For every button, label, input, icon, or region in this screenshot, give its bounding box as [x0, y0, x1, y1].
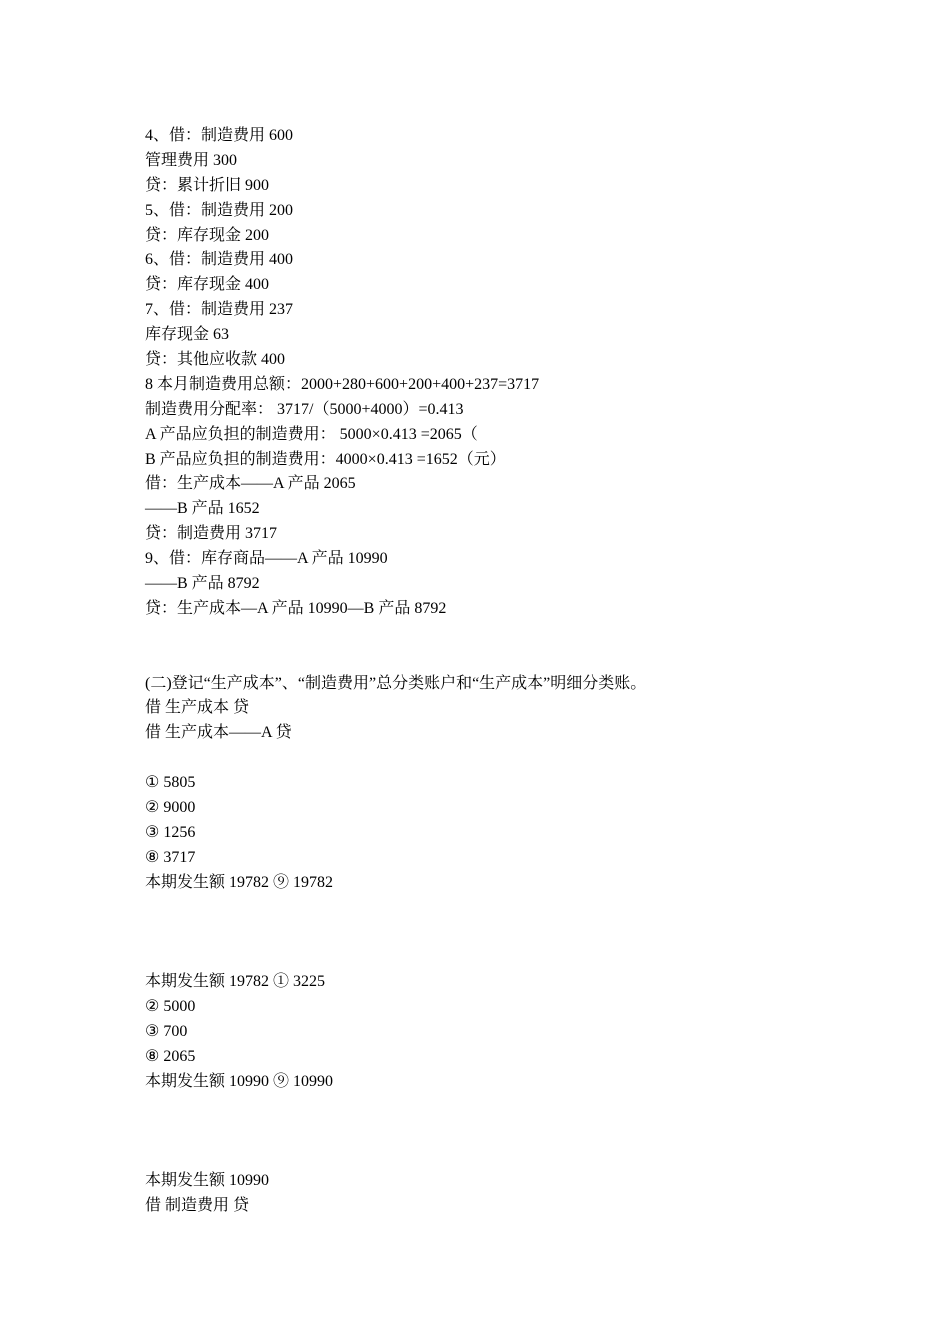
text-line: 借：生产成本——A 产品 2065 [145, 475, 356, 493]
spacer [145, 896, 845, 971]
ledger-title: 借 生产成本——A 贷 [145, 724, 292, 742]
text-line: 库存现金 63 [145, 326, 230, 344]
spacer [145, 647, 845, 672]
text-line: 贷：其他应收款 400 [145, 351, 286, 369]
text-line: B 产品应负担的制造费用：4000×0.413 =1652（元） [145, 450, 506, 468]
ledger-entry: ① 5805 [145, 774, 196, 792]
ledger-entries-product-a [145, 970, 845, 1094]
spacer [145, 1095, 845, 1170]
ledger-entry: 本期发生额 19782 ① 3225 [145, 973, 326, 991]
ledger-entry: ② 9000 [145, 799, 196, 817]
ledger-total: 本期发生额 10990 [145, 1172, 270, 1190]
text-line: 管理费用 300 [145, 151, 238, 169]
section-heading: (二)登记“生产成本”、“制造费用”总分类账户和“生产成本”明细分类账。 [145, 674, 647, 692]
spacer [145, 622, 845, 647]
text-line: 贷：库存现金 400 [145, 276, 270, 294]
ledger-total: 本期发生额 10990 ⑨ 10990 [145, 1072, 334, 1090]
document-page [145, 124, 845, 1219]
ledger-heading-section [145, 672, 845, 747]
text-line: ——B 产品 1652 [145, 500, 260, 518]
spacer [145, 746, 845, 771]
text-line: 7、借：制造费用 237 [145, 301, 294, 319]
ledger-total: 本期发生额 19782 ⑨ 19782 [145, 873, 334, 891]
ledger-entry: ⑧ 3717 [145, 848, 196, 866]
ledger-entries-overhead [145, 1169, 845, 1219]
text-line: 贷：累计折旧 900 [145, 176, 270, 194]
text-line: 制造费用分配率： 3717/（5000+4000）=0.413 [145, 400, 464, 418]
text-line: A 产品应负担的制造费用： 5000×0.413 =2065（ [145, 425, 478, 443]
text-line: 9、借：库存商品——A 产品 10990 [145, 550, 388, 568]
ledger-title: 借 制造费用 贷 [145, 1197, 250, 1215]
ledger-entries-total [145, 771, 845, 895]
ledger-title: 借 生产成本 贷 [145, 699, 250, 717]
ledger-entry: ③ 1256 [145, 823, 196, 841]
text-line: 4、借：制造费用 600 [145, 127, 294, 144]
text-line: ——B 产品 8792 [145, 575, 260, 593]
ledger-entry: ③ 700 [145, 1023, 188, 1041]
text-line: 贷：库存现金 200 [145, 226, 270, 244]
text-line: 5、借：制造费用 200 [145, 201, 294, 219]
text-line: 贷：生产成本—A 产品 10990—B 产品 8792 [145, 599, 447, 617]
ledger-entry: ⑧ 2065 [145, 1047, 196, 1065]
ledger-entry: ② 5000 [145, 998, 196, 1016]
text-line: 贷：制造费用 3717 [145, 525, 278, 543]
text-line: 6、借：制造费用 400 [145, 251, 294, 269]
text-line: 8 本月制造费用总额：2000+280+600+200+400+237=3717 [145, 375, 540, 393]
journal-entries-section [145, 124, 845, 622]
